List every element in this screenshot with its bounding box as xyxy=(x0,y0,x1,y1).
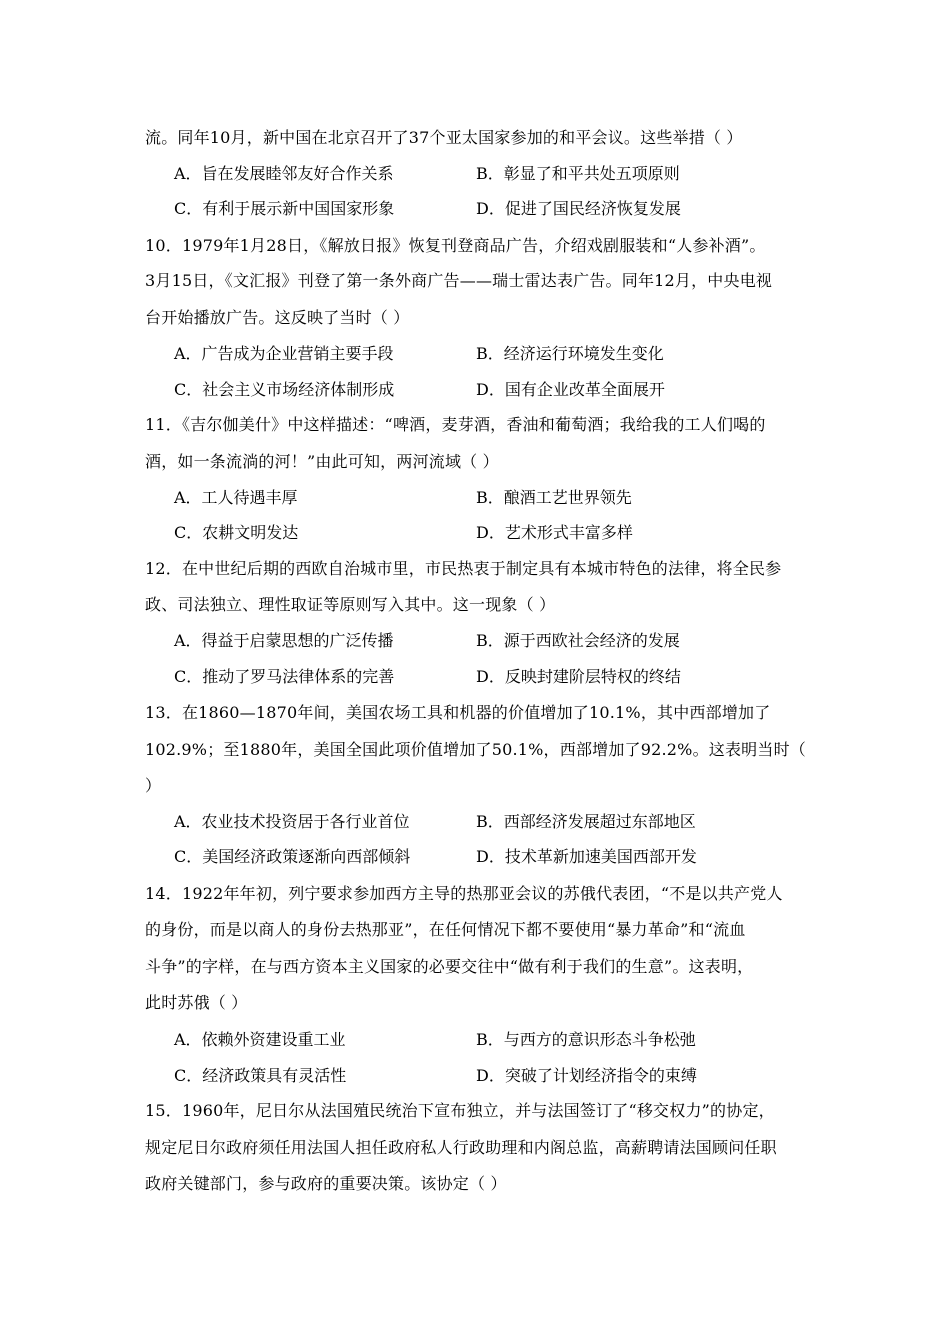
option-14-b: B．与西方的意识形态斗争松弛 xyxy=(476,1030,696,1049)
question-10-text-line: 10．1979年1月28日，《解放日报》恢复刊登商品广告，介绍戏剧服装和“人参补酒”。 xyxy=(145,236,766,255)
question-14-text-line: 14．1922年年初，列宁要求参加西方主导的热那亚会议的苏俄代表团，“不是以共产党人 xyxy=(145,884,783,903)
option-10-a: A．广告成为企业营销主要手段 xyxy=(174,344,394,363)
option-14-a: A．依赖外资建设重工业 xyxy=(174,1030,346,1049)
question-10-text-line: 3月15日，《文汇报》刊登了第一条外商广告——瑞士雷达表广告。同年12月，中央电视 xyxy=(145,271,773,290)
option-13-c: C．美国经济政策逐渐向西部倾斜 xyxy=(174,847,411,866)
option-11-c: C．农耕文明发达 xyxy=(174,523,299,542)
question-9-text-line: 流。同年10月，新中国在北京召开了37个亚太国家参加的和平会议。这些举措（ ） xyxy=(145,128,743,147)
question-12-text-line: 12．在中世纪后期的西欧自治城市里，市民热衷于制定具有本城市特色的法律，将全民参 xyxy=(145,559,782,578)
option-10-c: C．社会主义市场经济体制形成 xyxy=(174,380,395,399)
question-10-text-line: 台开始播放广告。这反映了当时（ ） xyxy=(145,308,410,327)
question-11-text-line: 11．《吉尔伽美什》中这样描述：“啤酒，麦芽酒，香油和葡萄酒；我给我的工人们喝的 xyxy=(145,415,766,434)
option-10-d: D．国有企业改革全面展开 xyxy=(476,380,665,399)
option-11-a: A．工人待遇丰厚 xyxy=(174,488,298,507)
option-13-d: D．技术革新加速美国西部开发 xyxy=(476,847,697,866)
option-14-c: C．经济政策具有灵活性 xyxy=(174,1066,347,1085)
option-12-d: D．反映封建阶层特权的终结 xyxy=(476,667,681,686)
option-10-b: B．经济运行环境发生变化 xyxy=(476,344,664,363)
option-13-b: B．西部经济发展超过东部地区 xyxy=(476,812,696,831)
option-13-a: A．农业技术投资居于各行业首位 xyxy=(174,812,410,831)
option-9-a: A．旨在发展睦邻友好合作关系 xyxy=(174,164,394,183)
option-9-d: D．促进了国民经济恢复发展 xyxy=(476,199,681,218)
question-13-text-line: 13．在1860—1870年间，美国农场工具和机器的价值增加了10.1%，其中西部增加了 xyxy=(145,703,771,722)
question-15-text-line: 规定尼日尔政府须任用法国人担任政府私人行政助理和内阁总监，高薪聘请法国顾问任职 xyxy=(145,1138,777,1157)
option-9-c: C．有利于展示新中国国家形象 xyxy=(174,199,395,218)
option-14-d: D．突破了计划经济指令的束缚 xyxy=(476,1066,697,1085)
option-12-b: B．源于西欧社会经济的发展 xyxy=(476,631,680,650)
option-11-d: D．艺术形式丰富多样 xyxy=(476,523,633,542)
question-13-text-line: ） xyxy=(145,776,162,795)
question-11-text-line: 酒，如一条流淌的河！”由此可知，两河流域（ ） xyxy=(145,452,499,471)
question-14-text-line: 斗争”的字样，在与西方资本主义国家的必要交往中“做有利于我们的生意”。这表明， xyxy=(145,957,754,976)
option-11-b: B．酿酒工艺世界领先 xyxy=(476,488,632,507)
question-12-text-line: 政、司法独立、理性取证等原则写入其中。这一现象（ ） xyxy=(145,595,556,614)
option-12-a: A．得益于启蒙思想的广泛传播 xyxy=(174,631,394,650)
question-14-text-line: 此时苏俄（ ） xyxy=(145,993,248,1012)
question-14-text-line: 的身份，而是以商人的身份去热那亚”，在任何情况下都不要使用“暴力革命”和“流血 xyxy=(145,920,746,939)
question-13-text-line: 102.9%；至1880年，美国全国此项价值增加了50.1%，西部增加了92.2%。这表明当时（ xyxy=(145,740,806,759)
option-12-c: C．推动了罗马法律体系的完善 xyxy=(174,667,395,686)
question-15-text-line: 15．1960年，尼日尔从法国殖民统治下宣布独立，并与法国签订了“移交权力”的协定， xyxy=(145,1101,775,1120)
option-9-b: B．彰显了和平共处五项原则 xyxy=(476,164,680,183)
question-15-text-line: 政府关键部门，参与政府的重要决策。该协定（ ） xyxy=(145,1174,507,1193)
